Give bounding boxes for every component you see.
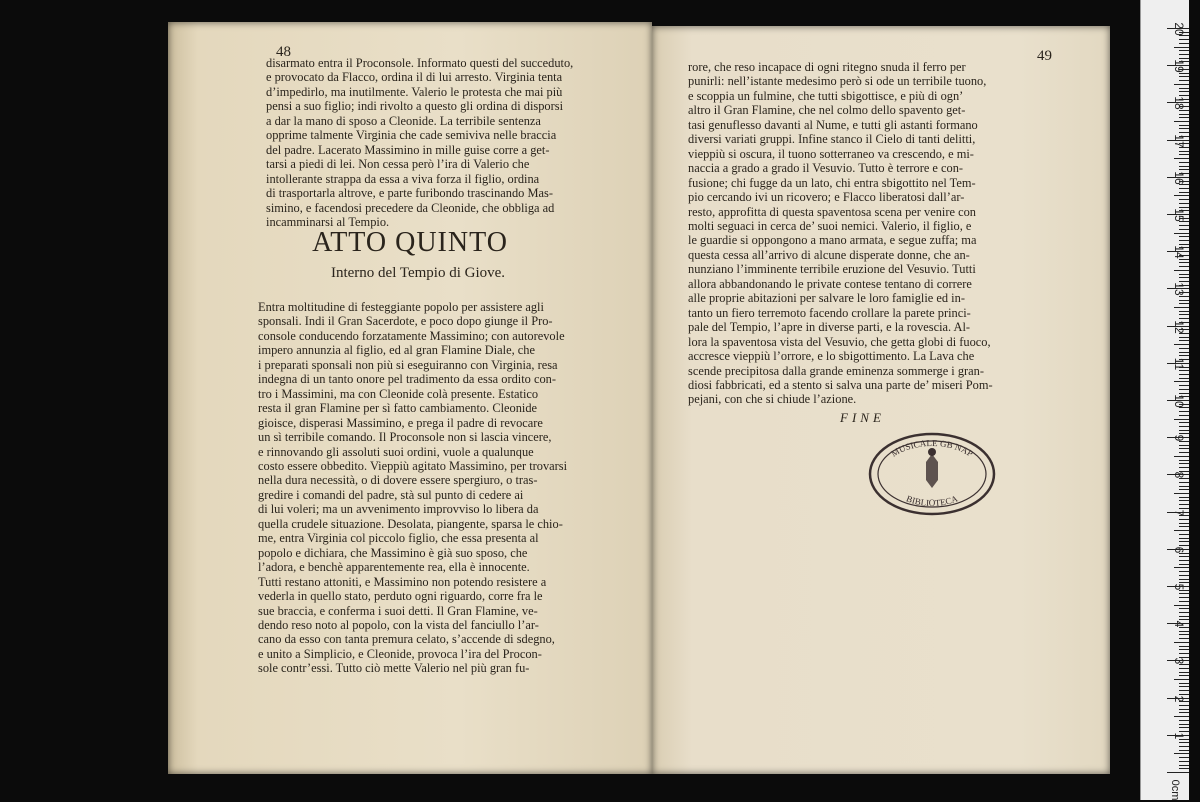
ruler-label: 8 [1172, 472, 1186, 479]
text-line: incamminarsi al Tempio. [266, 214, 390, 229]
ruler-tick [1179, 649, 1189, 650]
ruler-tick [1179, 303, 1189, 304]
ruler-tick [1174, 456, 1189, 457]
ruler-tick [1179, 612, 1189, 613]
ruler-tick [1179, 274, 1189, 275]
ruler-tick [1179, 277, 1189, 278]
ruler-label: 6 [1172, 546, 1186, 554]
text-line: lora la spaventosa vista del Vesuvio, che getta globi di fuoco, [688, 334, 991, 349]
ruler-tick [1179, 597, 1189, 598]
text-line: nella dura necessità, o di dovere essere spergiuro, o tras- [258, 473, 538, 488]
ruler-tick [1179, 683, 1189, 684]
ruler-tick [1179, 80, 1189, 81]
ruler-tick [1179, 385, 1189, 386]
ruler-tick [1179, 229, 1189, 230]
ruler-tick [1179, 500, 1189, 501]
text-line: Tutti restano attoniti, e Massimino non potendo resistere a [258, 574, 547, 589]
ruler-label: 13 [1172, 282, 1186, 297]
ruler-tick [1174, 233, 1189, 234]
ruler-tick [1179, 236, 1189, 237]
ruler-tick [1179, 526, 1189, 527]
ruler-tick [1179, 486, 1189, 487]
text-line: popolo e dichiara, che Massimino è già suo sposo, che [258, 545, 528, 560]
text-line: me, entra Virginia col piccolo figlio, che essa presenta al [258, 531, 539, 546]
text-line: molti seguaci in cerca de’ suoi nemici. Valerio, il figlio, e [688, 218, 972, 233]
stamp-top-text: MUSICALE GB NAP [889, 437, 975, 459]
ruler-tick [1179, 337, 1189, 338]
ruler-tick [1174, 716, 1189, 717]
ruler-tick [1179, 675, 1189, 676]
text-line: sole contr’essi. Tutto ciò mette Valerio nel più gran fu- [258, 661, 530, 676]
ruler-tick [1179, 192, 1189, 193]
text-line: i preparati sponsali non più si eseguiranno con Virginia, resa [258, 357, 558, 372]
ruler-tick [1179, 646, 1189, 647]
ruler-label: 15 [1172, 208, 1186, 222]
ruler-label: 4 [1172, 620, 1186, 628]
text-line: e provocato da Flacco, ordina il di lui arresto. Virginia tenta [266, 70, 563, 85]
ruler-tick [1174, 642, 1189, 643]
ruler-tick [1179, 765, 1189, 766]
ruler-tick [1179, 448, 1189, 449]
ruler-tick [1179, 203, 1189, 204]
text-line: gioisce, disperasi Massimino, e prega il padre di revocare [258, 415, 543, 430]
text-line: accresce vieppiù l’orrore, e lo sbigottimento. La Lava che [688, 349, 975, 364]
ruler-tick [1179, 39, 1189, 40]
ruler-tick [1179, 411, 1189, 412]
page-number: 49 [1037, 48, 1052, 64]
end-word: FINE [840, 410, 885, 425]
text-line: pejani, con che si chiude l’azione. [688, 392, 857, 407]
ruler-tick [1179, 300, 1189, 301]
ruler-tick [1179, 746, 1189, 747]
ruler-tick [1179, 311, 1189, 312]
page-number: 48 [276, 44, 291, 60]
ruler-label: 10 [1172, 394, 1186, 408]
ruler-tick [1179, 523, 1189, 524]
ruler-tick [1179, 415, 1189, 416]
ruler-tick [1179, 757, 1189, 758]
ruler-label: 14 [1172, 245, 1186, 259]
ruler-label: 1 [1172, 732, 1186, 740]
text-line: del padre. Lacerato Massimino in mille guise corre a get- [266, 142, 550, 157]
text-line: punirli: nell’istante medesimo però si ode un terribile tuono, [688, 74, 987, 89]
ruler-tick [1179, 672, 1189, 673]
ruler-tick [1174, 307, 1189, 308]
ruler-tick [1179, 378, 1189, 379]
ruler-tick [1174, 270, 1189, 271]
library-stamp [866, 428, 998, 520]
ruler-tick [1179, 724, 1189, 725]
ruler-tick [1179, 128, 1189, 129]
ruler-tick [1179, 188, 1189, 189]
ruler-tick [1179, 166, 1189, 167]
ruler-tick [1179, 720, 1189, 721]
ruler-tick [1174, 84, 1189, 85]
text-line: impero annunzia al figlio, ed al gran Flamine Diale, che [258, 343, 535, 358]
text-line: allora abbandonando le private contese tentano di correre [688, 276, 972, 291]
ruler-tick [1174, 158, 1189, 159]
text-line: diversi variati gruppi. Infine stanco il Cielo di tanti delitti, [688, 132, 976, 147]
ruler-tick [1174, 121, 1189, 122]
text-line: resto, approfitta di questa spaventosa scena per venire con [688, 204, 976, 219]
ruler-label: 11 [1172, 357, 1186, 371]
text-line: e unito a Simplicio, e Cleonide, provoca l’ira del Procon- [258, 646, 542, 661]
text-line: a dar la mano di sposo a Cleonide. La terribile sentenza [266, 113, 541, 128]
ruler-tick [1179, 225, 1189, 226]
ruler-tick [1179, 768, 1189, 769]
ruler-tick [1179, 262, 1189, 263]
ruler-tick [1179, 266, 1189, 267]
text-line: scende precipitosa dalla grande eminenza sommerge i gran- [688, 363, 984, 378]
text-line: di trasportarla altrove, e parte furibondo trascinando Mas- [266, 186, 553, 201]
ruler-unit-label: 0cm [1169, 779, 1181, 801]
left-body-text [258, 300, 602, 676]
ruler-tick [1179, 162, 1189, 163]
ruler-label: 3 [1172, 658, 1186, 665]
text-line: fusione; chi fugge da un lato, chi entra sbigottito nel Tem- [688, 175, 976, 190]
text-line: vederla in quello stato, perduto ogni riguardo, corre fra le [258, 589, 543, 604]
text-line: rore, che reso incapace di ogni ritegno snuda il ferro per [688, 60, 966, 74]
ruler-tick [1174, 679, 1189, 680]
ruler-tick [1179, 463, 1189, 464]
text-line: console conducendo forzatamente Massimino; con autorevole [258, 328, 565, 343]
text-line: questa cessa all’arrivo di alcune disperate donne, che an- [688, 247, 970, 262]
text-line: le guardie si oppongono a mano armata, e segue zuffa; ma [688, 233, 977, 248]
ruler-tick [1179, 564, 1189, 565]
ruler-tick [1179, 76, 1189, 77]
text-line: tro i Massimini, ma con Cleonide colà presente. Estatico [258, 386, 539, 401]
ruler-tick [1179, 571, 1189, 572]
ruler-label: 9 [1172, 434, 1186, 442]
text-line: tarsi a piedi di lei. Non cessa però l’ira di Valerio che [266, 157, 530, 172]
ruler-tick [1179, 426, 1189, 427]
text-line: indegna di un tanto onore pel tradimento da essa ordito con- [258, 372, 556, 387]
text-line: intollerante strappa da essa a viva forza il figlio, ordina [266, 171, 540, 186]
text-line: dendo reso noto al popolo, con la vista del fanciullo l’ar- [258, 617, 539, 632]
text-line: un sì terribile comando. Il Proconsole non si lascia vincere, [258, 430, 552, 445]
ruler-tick [1179, 750, 1189, 751]
text-line: naccia a grado a grado il Vesuvio. Tutto è terrore e con- [688, 161, 964, 176]
ruler-label: 7 [1172, 509, 1186, 516]
ruler-tick [1174, 530, 1189, 531]
ruler-tick [1179, 352, 1189, 353]
text-line: pio cercando ivi un ricovero; e Flacco liberatosi dall’ar- [688, 190, 965, 205]
text-line: opprime talmente Virginia che cade semiviva nelle braccia [266, 128, 557, 143]
ruler-tick [1174, 195, 1189, 196]
ruler-tick [1179, 43, 1189, 44]
text-line: resta il gran Flamine per sì fatto cambiamento. Cleonide [258, 401, 538, 416]
ruler-tick [1179, 125, 1189, 126]
ruler-tick [1179, 538, 1189, 539]
text-line: simino, e facendosi precedere da Cleonide, che obbliga ad [266, 200, 555, 215]
text-line: di lui voleri; ma un avvenimento improvviso lo libera da [258, 502, 539, 517]
act-title: ATTO QUINTO [312, 227, 508, 258]
ruler-tick [1174, 381, 1189, 382]
ruler-label: 17 [1172, 133, 1186, 148]
text-line: e rinnovando gli assoluti suoi ordini, vuole a qualunque [258, 444, 534, 459]
ruler-label: 20 [1172, 22, 1186, 36]
text-line: nunziano l’imminente terribile eruzione del Vesuvio. Tutti [688, 262, 976, 277]
measurement-ruler [1140, 0, 1189, 800]
ruler-tick [1179, 686, 1189, 687]
ruler-tick [1174, 47, 1189, 48]
text-line: tanto un fiero terremoto facendo crollare la parete princi- [688, 305, 971, 320]
right-page [652, 26, 1110, 774]
ruler-tick [1174, 567, 1189, 568]
text-line: tasi genuflesso davanti al Nume, e tutti gli astanti formano [688, 117, 978, 132]
text-line: pensi a suo figlio; indi rivolto a questo gli ordina di disporsi [266, 99, 564, 114]
ruler-tick [1174, 419, 1189, 420]
ruler-tick [1174, 753, 1189, 754]
ruler-tick [1179, 91, 1189, 92]
ruler-tick [1179, 638, 1189, 639]
ruler-tick [1179, 314, 1189, 315]
act-subtitle: Interno del Tempio di Giove. [330, 265, 506, 281]
ruler-tick [1179, 460, 1189, 461]
text-line: disarmato entra il Proconsole. Informato questi del succeduto, [266, 56, 574, 70]
text-line: diosi fabbricati, ed a stento si salva una parte de’ miseri Pom- [688, 377, 993, 392]
ruler-tick [1179, 601, 1189, 602]
ruler-tick [1179, 374, 1189, 375]
ruler-label: 16 [1172, 171, 1186, 185]
left-page [168, 22, 652, 774]
ruler-tick [1179, 761, 1189, 762]
ruler-tick [1179, 422, 1189, 423]
ruler-tick [1179, 348, 1189, 349]
ruler-tick [1174, 344, 1189, 345]
ruler-label: 19 [1172, 59, 1186, 73]
ruler-tick [1179, 712, 1189, 713]
ruler-tick [1179, 709, 1189, 710]
text-line: alle proprie abitazioni per salvare le loro famiglie ed in- [688, 291, 965, 306]
ruler-tick [1179, 88, 1189, 89]
ruler-tick [1179, 240, 1189, 241]
text-line: e scoppia un fulmine, che tutti sbigottisce, e più di ogn’ [688, 88, 964, 103]
text-line: Entra moltitudine di festeggiante popolo per assistere agli [258, 300, 544, 314]
ruler-tick [1179, 117, 1189, 118]
text-line: sponsali. Indi il Gran Sacerdote, e poco dopo giunge il Pro- [258, 314, 553, 329]
ruler-label: 18 [1172, 96, 1186, 111]
svg-text:BIBLIOTECA [905, 493, 960, 508]
ruler-label: 12 [1172, 319, 1186, 334]
text-line: quella crudele situazione. Desolata, piangente, sparsa le chio- [258, 516, 563, 531]
ruler-tick [1174, 605, 1189, 606]
text-line: d’impedirlo, ma inutilmente. Valerio le protesta che mai più [266, 84, 563, 99]
ruler-tick [1174, 493, 1189, 494]
ruler-tick [1179, 497, 1189, 498]
ruler-tick [1167, 772, 1189, 773]
ruler-label: 2 [1172, 695, 1186, 702]
text-line: vieppiù si oscura, il tuono sotterraneo va crescendo, e mi- [688, 146, 974, 161]
text-line: cano da esso con tanta premura celato, s’accende di sdegno, [258, 632, 555, 647]
ruler-tick [1179, 575, 1189, 576]
ruler-tick [1179, 54, 1189, 55]
text-line: sue braccia, e conferma i suoi detti. Il Gran Flamine, ve- [258, 603, 538, 618]
ruler-tick [1179, 634, 1189, 635]
text-line: gredire i comandi del padre, stà sul punto di cedere ai [258, 487, 524, 502]
text-line: l’adora, e benchè apparentemente rea, ella è innocente. [258, 560, 530, 575]
ruler-tick [1179, 199, 1189, 200]
text-line: costo essere obbedito. Vieppiù agitato Massimino, per trovarsi [258, 458, 568, 473]
stamp-bottom-text: BIBLIOTECA [904, 493, 960, 509]
ruler-tick [1179, 534, 1189, 535]
ruler-tick [1179, 608, 1189, 609]
ruler-tick [1179, 452, 1189, 453]
ruler-tick [1179, 389, 1189, 390]
text-line: pale del Tempio, l’apre in diverse parti, e la rovescia. Al- [688, 320, 971, 335]
ruler-tick [1179, 340, 1189, 341]
right-body-text [688, 60, 1040, 407]
ruler-tick [1179, 114, 1189, 115]
text-line: altro il Gran Flamine, che nel colmo dello spavento get- [688, 103, 966, 118]
ruler-tick [1179, 560, 1189, 561]
ruler-label: 5 [1172, 583, 1186, 591]
ruler-tick [1179, 50, 1189, 51]
left-top-text [266, 56, 612, 229]
ruler-tick [1179, 151, 1189, 152]
ruler-tick [1179, 154, 1189, 155]
ruler-tick [1179, 489, 1189, 490]
